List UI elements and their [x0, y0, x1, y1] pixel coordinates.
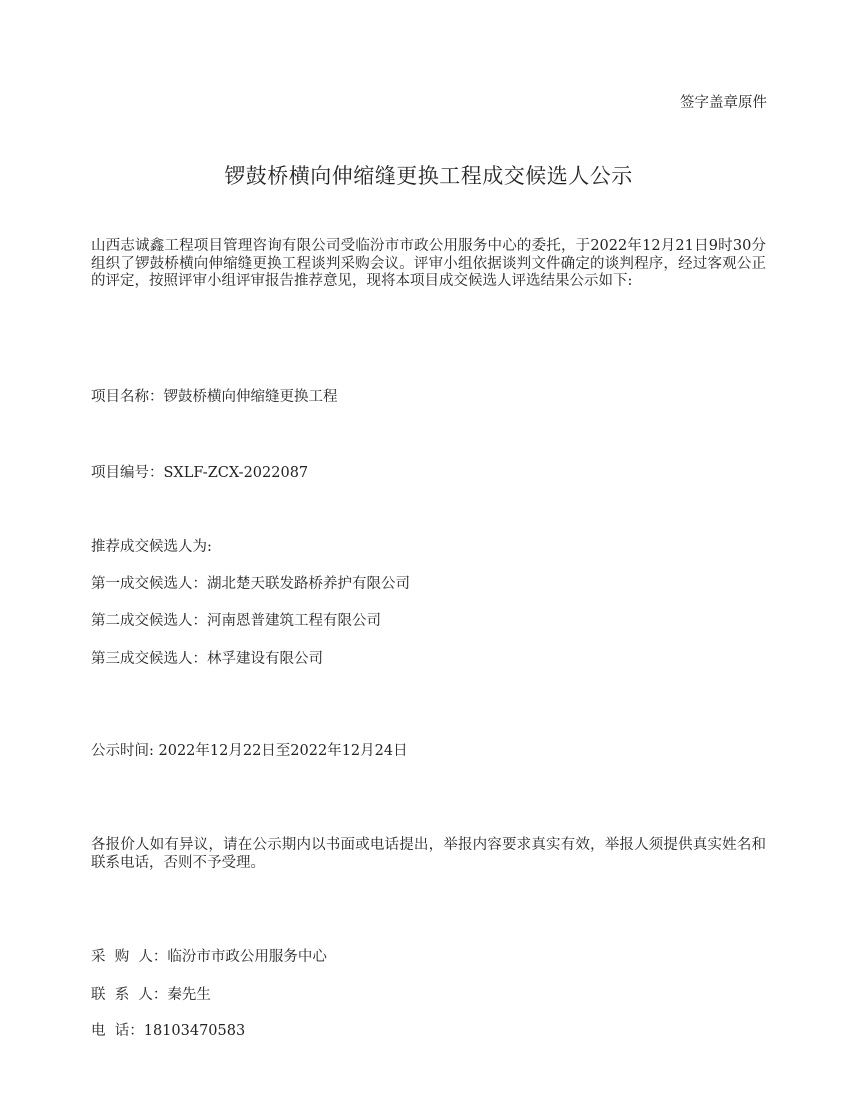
project-name: 项目名称：锣鼓桥横向伸缩缝更换工程: [91, 389, 338, 405]
intro-paragraph: 山西志诚鑫工程项目管理咨询有限公司受临汾市市政公用服务中心的委托，于2022年12月21日9时30分组织了锣鼓桥横向伸缩缝更换工程谈判采购会议。评审小组依据谈判文件确定的谈判程序，经过客观公正的评定，按照评审小组评审报告推荐意见，现将本项目成交候选人评选结果公示如下:: [91, 238, 766, 289]
contact-person-line: 联 系 人：秦先生: [91, 987, 211, 1003]
publicity-period: 公示时间: 2022年12月22日至2022年12月24日: [91, 743, 408, 759]
second-candidate: 第二成交候选人：河南恩普建筑工程有限公司: [91, 613, 381, 629]
phone-line: 电 话：18103470583: [91, 1023, 246, 1039]
purchaser-line: 采 购 人：临汾市市政公用服务中心: [91, 949, 327, 965]
candidates-heading: 推荐成交候选人为:: [91, 539, 212, 555]
objection-paragraph: 各报价人如有异议，请在公示期内以书面或电话提出，举报内容要求真实有效，举报人须提供真实姓名和联系电话，否则不予受理。: [91, 837, 766, 871]
project-number: 项目编号：SXLF-ZCX-2022087: [91, 465, 309, 481]
first-candidate: 第一成交候选人：湖北楚天联发路桥养护有限公司: [91, 576, 410, 592]
page-title: 锣鼓桥横向伸缩缝更换工程成交候选人公示: [224, 164, 633, 188]
original-signature-note: 签字盖章原件: [680, 95, 767, 111]
third-candidate: 第三成交候选人：林孚建设有限公司: [91, 651, 323, 667]
